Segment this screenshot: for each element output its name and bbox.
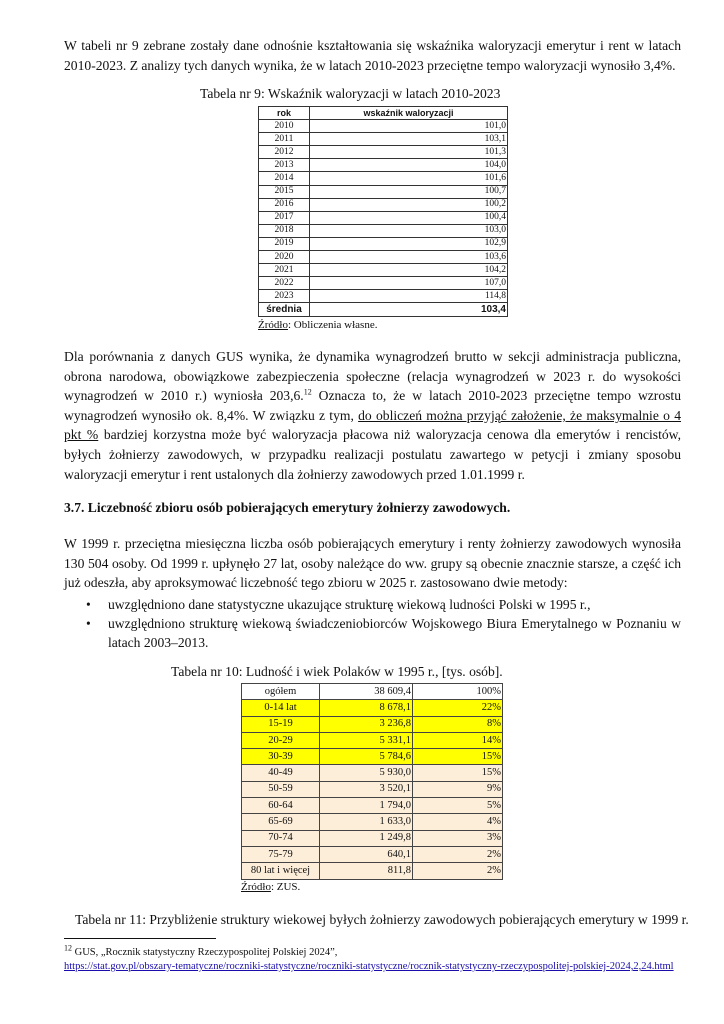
percent-cell: 3% [413,830,503,846]
year-cell: 2011 [259,133,310,146]
source-text: : ZUS. [270,881,301,893]
text-span: bardziej korzystna może być waloryzacja płacowa niż waloryzacja cenowa dla emerytów i rencistów, byłych żołnierzy zawodowych, w przypadku realizacji postulatu zawartego w petycji i zmiany sposobu waloryzacji emerytur i rent ustalonych dla żołnierzy zawodowych przed 1.01.1999 r. [64,427,682,482]
percent-cell: 22% [413,700,503,716]
population-cell: 811,8 [320,863,413,879]
footnote-text: GUS, „Rocznik statystyczny Rzeczypospolitej Polskiej 2024”, [72,947,338,958]
average-value: 103,4 [310,303,508,316]
population-cell: 1 249,8 [320,830,413,846]
index-cell: 104,2 [310,264,508,277]
table-row [259,224,508,237]
index-cell: 101,3 [310,146,508,159]
population-cell: 38 609,4 [320,684,413,700]
age-group-cell: 70-74 [242,830,320,846]
index-cell: 100,7 [310,185,508,198]
percent-cell: 4% [413,814,503,830]
table-row [242,732,503,748]
list-item-text: uwzględniono strukturę wiekową świadczeniobiorców Wojskowego Biura Emerytalnego w Poznaniu w latach 2003–2013. [108,616,681,650]
table-row [259,290,508,303]
index-cell: 114,8 [310,290,508,303]
table-header-row [259,107,508,120]
age-group-cell: 50-59 [242,781,320,797]
table-row [259,277,508,290]
year-cell: 2021 [259,264,310,277]
table9-source [258,319,377,331]
percent-cell: 5% [413,798,503,814]
percent-cell: 14% [413,732,503,748]
index-cell: 103,0 [310,224,508,237]
index-cell: 101,0 [310,120,508,133]
table-valorization-index [258,106,508,317]
footnote-divider [64,938,216,939]
age-group-cell: 30-39 [242,749,320,765]
percent-cell: 15% [413,749,503,765]
method-list [64,595,681,652]
year-cell: 2010 [259,120,310,133]
population-cell: 8 678,1 [320,700,413,716]
list-item [64,614,681,652]
percent-cell: 9% [413,781,503,797]
year-cell: 2019 [259,237,310,250]
index-cell: 103,6 [310,251,508,264]
year-cell: 2017 [259,211,310,224]
table10-source [241,881,300,893]
footnote-line [64,943,674,960]
population-cell: 640,1 [320,846,413,862]
underlined-assumption: do obliczeń można przyjąć założenie, że maksymalnie o 4 pkt % [64,407,681,443]
table9-body [259,120,508,316]
footnote-link[interactable]: https://stat.gov.pl/obszary-tematyczne/roczniki-statystyczne/roczniki-statystyczne/rocznik-statystyczny-rzeczypospolitej-polskiej-2024,2,24.html [64,961,674,972]
index-cell: 100,4 [310,211,508,224]
table10-body [242,684,503,880]
index-cell: 107,0 [310,277,508,290]
section-heading: 3.7. Liczebność zbioru osób pobierających emerytury żołnierzy zawodowych. [64,500,511,515]
source-text: : Obliczenia własne. [287,319,378,331]
table-row [259,159,508,172]
population-cell: 5 930,0 [320,765,413,781]
age-group-cell: 0-14 lat [242,700,320,716]
table-row [242,830,503,846]
table10-caption: Tabela nr 10: Ludność i wiek Polaków w 1995 r., [tys. osób]. [171,664,503,679]
source-label: Źródło [241,881,271,893]
column-header-year: rok [259,107,310,120]
index-cell: 101,6 [310,172,508,185]
year-cell: 2018 [259,224,310,237]
footnote [64,943,674,974]
table-row [259,172,508,185]
table-row [242,814,503,830]
age-group-cell: ogółem [242,684,320,700]
paragraph-intro: W tabeli nr 9 zebrane zostały dane odnośnie kształtowania się wskaźnika waloryzacji emerytur i rent w latach 2010-2023. Z analizy tych danych wynika, że w latach 2010-2023 przeciętne tempo waloryzacji wynosiło 3,4%. [64,38,681,73]
bullet-icon: • [86,616,91,631]
population-cell: 1 633,0 [320,814,413,830]
population-cell: 3 236,8 [320,716,413,732]
year-cell: 2023 [259,290,310,303]
age-group-cell: 80 lat i więcej [242,863,320,879]
age-group-cell: 20-29 [242,732,320,748]
table-row [242,716,503,732]
source-label: Źródło [258,319,288,331]
year-cell: 2020 [259,251,310,264]
age-group-cell: 60-64 [242,798,320,814]
percent-cell: 2% [413,846,503,862]
table-row [259,185,508,198]
year-cell: 2022 [259,277,310,290]
list-item-text: uwzględniono dane statystyczne ukazujące strukturę wiekową ludności Polski w 1995 r., [108,597,591,612]
population-cell: 1 794,0 [320,798,413,814]
average-label: średnia [259,303,310,316]
table-row [259,120,508,133]
year-cell: 2012 [259,146,310,159]
age-group-cell: 40-49 [242,765,320,781]
table-row [259,251,508,264]
table-row [259,237,508,250]
table-row [242,700,503,716]
age-group-cell: 65-69 [242,814,320,830]
table-row [242,765,503,781]
paragraph-population: W 1999 r. przeciętna miesięczna liczba osób pobierających emerytury i renty żołnierzy zawodowych wynosiła 130 504 osoby. Od 1999 r. upłynęło 27 lat, osoby należące do ww. grupy są obecnie znacznie starsze, a część ich już odeszła, aby aproksymować liczebność tego zbioru w 2025 r. zastosowano dwie metody: [64,536,681,591]
population-cell: 5 331,1 [320,732,413,748]
table-row [242,863,503,879]
table-row [242,798,503,814]
table-row [259,211,508,224]
table-row [242,846,503,862]
column-header-index: wskaźnik waloryzacji [310,107,508,120]
average-row [259,303,508,316]
index-cell: 100,2 [310,198,508,211]
percent-cell: 8% [413,716,503,732]
index-cell: 102,9 [310,237,508,250]
percent-cell: 100% [413,684,503,700]
footnote-ref[interactable]: 12 [303,387,312,397]
table-row [242,684,503,700]
text-span: Oznacza to, że w latach 2010-2023 przeciętne tempo wzrostu wynagrodzeń wynosiło ok. 8,4%. W związku z tym, [64,388,681,423]
year-cell: 2013 [259,159,310,172]
footnote-number: 12 [64,943,72,953]
index-cell: 103,1 [310,133,508,146]
population-cell: 3 520,1 [320,781,413,797]
paragraph-comparison [64,347,681,484]
table-row [259,146,508,159]
percent-cell: 15% [413,765,503,781]
table-row [242,781,503,797]
table-population-age [241,683,503,880]
year-cell: 2015 [259,185,310,198]
list-item [64,595,681,614]
table-row [259,198,508,211]
year-cell: 2016 [259,198,310,211]
year-cell: 2014 [259,172,310,185]
index-cell: 104,0 [310,159,508,172]
table9-caption: Tabela nr 9: Wskaźnik waloryzacji w latach 2010-2023 [200,86,501,101]
bullet-icon: • [86,597,91,612]
table-row [259,264,508,277]
age-group-cell: 15-19 [242,716,320,732]
table-row [242,749,503,765]
percent-cell: 2% [413,863,503,879]
table-row [259,133,508,146]
text-span: Dla porównania z danych GUS wynika, że dynamika wynagrodzeń brutto w sekcji administracja publiczna, obrona narodowa, obowiązkowe zabezpieczenia społeczne (relacja wynagrodzeń w 2023 r. do wysokości wynagrodzeń w 2010 r.) wyniosła 203,6. [64,349,681,404]
age-group-cell: 75-79 [242,846,320,862]
table11-caption: Tabela nr 11: Przybliżenie struktury wiekowej byłych żołnierzy zawodowych pobierających emerytury w 1999 r. [75,912,689,927]
population-cell: 5 784,6 [320,749,413,765]
